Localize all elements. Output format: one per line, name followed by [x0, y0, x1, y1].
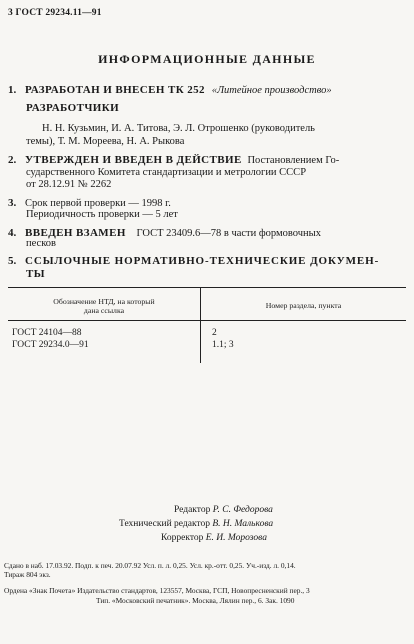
- section-text: Постановлением Го-: [247, 155, 340, 166]
- table-cell-section: 1.1; 3: [212, 340, 234, 350]
- corrector-name: Е. И. Морозова: [205, 533, 267, 543]
- section-2-line-2: сударственного Комитета стандартизации и метрологии СССР: [26, 167, 307, 178]
- section-4-line-2: песков: [26, 238, 56, 249]
- section-5-heading-line-2: ТЫ: [26, 268, 45, 280]
- editor-credit: [174, 505, 273, 515]
- section-1: [8, 83, 332, 98]
- developers-heading: РАЗРАБОТЧИКИ: [26, 102, 120, 114]
- table-header-section: Номер раздела, пункта: [265, 301, 342, 310]
- tech-editor-label: Технический редактор: [119, 519, 210, 529]
- table-header-ntd-line-1: Обозначение НТД, на который: [53, 297, 155, 306]
- section-text: «Литейное производство»: [211, 85, 332, 96]
- table-header-ntd: [8, 297, 200, 315]
- table-top-rule: [8, 287, 406, 288]
- table-column-divider: [200, 287, 201, 363]
- table-cell-section: 2: [212, 328, 217, 338]
- section-number: 1.: [8, 84, 17, 96]
- developers-line-2: темы), Т. М. Мореева, Н. А. Рыкова: [26, 136, 185, 147]
- section-number: 4.: [8, 227, 17, 239]
- corrector-credit: [161, 533, 267, 543]
- section-number: 5.: [8, 255, 17, 267]
- document-title: ИНФОРМАЦИОННЫЕ ДАННЫЕ: [98, 52, 316, 66]
- table-header-ntd-line-2: дана ссылка: [83, 306, 125, 315]
- corrector-label: Корректор: [161, 533, 204, 543]
- tech-editor-name: В. Н. Малькова: [212, 519, 274, 529]
- editor-label: Редактор: [174, 505, 211, 515]
- editor-name: Р. С. Федорова: [212, 505, 273, 515]
- section-heading: УТВЕРЖДЕН И ВВЕДЕН В ДЕЙСТВИЕ: [25, 154, 242, 166]
- section-text: Срок первой проверки — 1998 г.: [25, 198, 171, 209]
- section-text: ГОСТ 23409.6—78 в части формовочных: [136, 228, 321, 239]
- imprint-line-3: Ордена «Знак Почета» Издательство стандартов, 123557, Москва, ГСП, Новопресненский пер., 3: [4, 586, 310, 595]
- section-heading: ВВЕДЕН ВЗАМЕН: [25, 227, 126, 239]
- table-cell-ntd: ГОСТ 24104—88: [12, 328, 82, 338]
- developers-line-1: Н. Н. Кузьмин, И. А. Титова, Э. Л. Отрошенко (руководитель: [42, 123, 315, 134]
- page-header: 3 ГОСТ 29234.11—91: [8, 8, 102, 18]
- imprint-line-4: Тип. «Московский печатник». Москва, Лялин пер., 6. Зак. 1090: [96, 596, 295, 605]
- section-2-line-3: от 28.12.91 № 2262: [26, 179, 112, 190]
- section-3-line-2: Периодичность проверки — 5 лет: [26, 209, 178, 220]
- section-number: 3.: [8, 197, 17, 209]
- imprint-line-1: Сдано в наб. 17.03.92. Подп. к печ. 20.07.92 Усл. п. л. 0,25. Усл. кр.-отт. 0,25. Уч.-изд. л. 0,14.: [4, 561, 296, 570]
- section-number: 2.: [8, 154, 17, 166]
- section-heading: ССЫЛОЧНЫЕ НОРМАТИВНО-ТЕХНИЧЕСКИЕ ДОКУМЕН-: [25, 255, 380, 267]
- section-5: [8, 254, 379, 268]
- table-header-rule: [8, 320, 406, 321]
- table-cell-ntd: ГОСТ 29234.0—91: [12, 340, 89, 350]
- tech-editor-credit: [119, 519, 273, 529]
- section-heading: РАЗРАБОТАН И ВНЕСЕН ТК 252: [25, 84, 205, 96]
- imprint-line-2: Тираж 804 экз.: [4, 570, 51, 579]
